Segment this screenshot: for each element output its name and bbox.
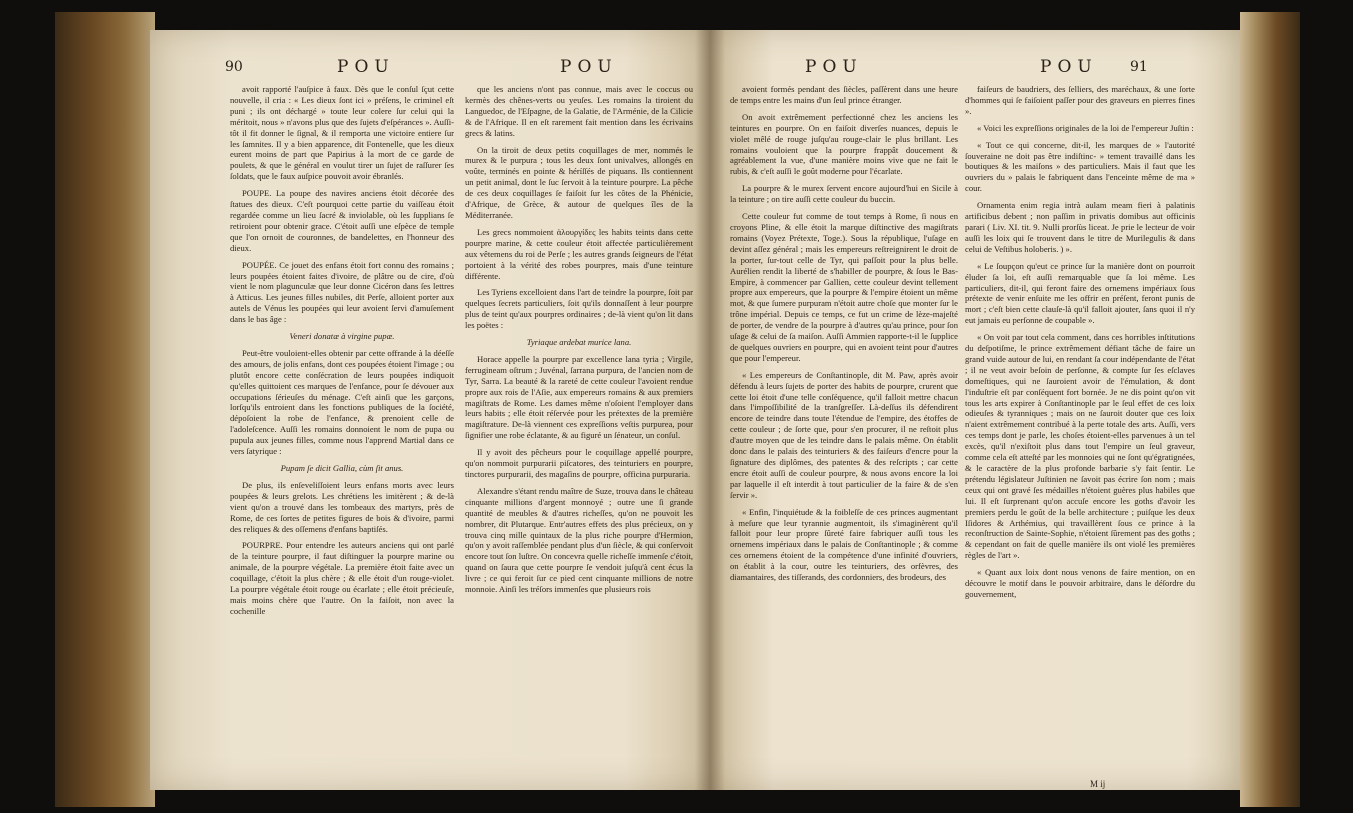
- paragraph: Horace appelle la pourpre par excellence lana tyria ; Virgile, ferrugineam oſtrum ; Juvénal, ſarrana purpura, de l'ancien nom de Tyr, Sarra. La beauté & la rareté de cette couleur l'avoient rendue propre aux rois de l'Aſie, aux empereurs romains & aux premiers magiſtrats de Rome. Les dames même n'oſoient l'employer dans leurs habits ; elle étoit réſervée pour les prétextes de la première magiſtrature. De-là viennent ces expreſſions veſtis purpurea, pour ſignifier une robe éclatante, & au figuré un ſénateur, un conſul.: [465, 353, 693, 441]
- left-page-number: 90: [225, 59, 243, 75]
- paragraph: Alexandre s'étant rendu maître de Suze, trouva dans le château cinquante millions d'argent monnoyé ; outre une ſi grande quantité de meubles & d'autres richeſſes, qu'on ne pouvoit les nombrer, dit Plutarque. Entr'autres effets des plus précieux, on y trouva cinq mille quintaux de la plus riche pourpre d'Hermion, qu'on y avoit raſſemblée pendant plus d'un ſiècle, & qui conſervoit encore tout ſon luſtre. On concevra quelle richeſſe immenſe c'étoit, quand on ſaura que cette pourpre ſe vendoit juſqu'à cent écus la livre ; ce qui feroit ſur ce pied cent cinquante millions de notre monnoie. Ainſi les tréſors immenſes que plusieurs rois: [465, 485, 693, 595]
- paragraph: On avoit extrêmement perfectionné chez les anciens les teintures en pourpre. On en faiſoit diverſes nuances, depuis le violet mêlé de rouge juſqu'au rouge-clair le plus brillant. Les romains vouloient que la pourpre frappât doucement & agréablement la vue, d'une manière moins vive que ne fait le rubis, & c'eſt auſſi le goût moderne pour l'écarlate.: [730, 111, 958, 177]
- right-book-edge: [1240, 12, 1300, 807]
- paragraph: « Enfin, l'inquiétude & la foibleſſe de ces princes augmentant à meſure que leur tyrannie augmentoit, ils s'imaginèrent qu'il falloit pour leur propre ſûreté faire fabriquer auſſi tous les ornemens impériaux dans le palais de Conſtantinople ; & comme ces ornemens étoient de la compétence d'une infinité d'ouvriers, on établit à la cour, outre les teinturiers, des orfèvres, des diamantaires, des tiſſerands, des cordonniers, des brodeurs, des: [730, 506, 958, 583]
- paragraph: Veneri donatæ à virgine pupæ.: [289, 331, 395, 342]
- open-book: [55, 12, 1300, 807]
- signature-mark: M ij: [1090, 779, 1106, 789]
- paragraph: De plus, ils enſeveliſſoient leurs enfans morts avec leurs poupées & leurs grelots. Les chrétiens les imitèrent ; & de-là vient qu'on a trouvé dans les tombeaux des martyrs, près de Rome, de ces ſortes de petites figures de bois & d'ivoire, parmi des reliques & des oſſemens d'enfans baptiſés.: [230, 479, 454, 534]
- paragraph: Tyriaque ardebat murice lana.: [526, 337, 632, 348]
- paragraph: avoient formés pendant des ſiècles, paſſèrent dans une heure de temps entre les mains d'un ſeul prince étranger.: [730, 84, 958, 105]
- left-page-column-2: [465, 84, 693, 784]
- paragraph: Cette couleur fut comme de tout temps à Rome, ſi nous en croyons Pline, & elle étoit la marque diſtinctive des magiſtrats romains (Voyez Prétexte, Toge.). Sous la république, l'uſage en devint aſſez général ; mais les empereurs reſtreignirent le droit de la porter, ſur-tout celle de Tyr, qui paſſoit pour la plus belle. Aurélien rendit la liberté de s'habiller de pourpre, & ſous le Bas-Empire, à commencer par Gallien, cette couleur devint tellement propre aux empereurs, que la pourpre & l'empire étoient un même mot, & que ſumere purpuram n'étoit autre choſe que monter ſur le trône impérial. Depuis ce temps, ce fut un crime de lèze-majeſté de porter, de vendre de la pourpre à d'autres qu'au prince, pour ſon uſage & celui de ſa maiſon. Auſſi Ammien rapporte-t-il le ſupplice de quelques ouvriers en pourpre, qui en avoient teint pour d'autres que pour l'empereur.: [730, 211, 958, 363]
- left-book-edge: [55, 12, 155, 807]
- left-page-column-1: [230, 84, 454, 784]
- paragraph: La pourpre & le murex ſervent encore aujourd'hui en Sicile à la teinture ; on tire auſſi cette couleur du buccin.: [730, 183, 958, 205]
- paragraph: « Les empereurs de Conſtantinople, dit M. Paw, après avoir défendu à leurs ſujets de porter des habits de pourpre, crurent que cette loi étoit d'une telle conſéquence, qu'il falloit mettre chacun dans l'impoſſibilité de la tranſgreſſer. Là-deſſus ils défendirent encore de teindre dans toute l'étendue de l'empire, des étoffes de cette couleur ; de ſorte que, pour s'en procurer, il ne reſtoit plus d'autre moyen que de les teindre dans le palais même. On établit donc dans le palais des teinturiers & des faiſeurs d'encre pour la ſignature des diplômes, des patentes & des reſcripts ; car cette encre étoit auſſi de couleur pourpre, & nous avons encore la loi par laquelle il eſt interdit à tout particulier de la faire & de s'en ſervir ».: [730, 369, 958, 500]
- paragraph: Les Tyriens excelloient dans l'art de teindre la pourpre, ſoit par quelques ſecrets particuliers, ſoit qu'ils donnaſſent à leur pourpre plus de teint qu'aux pourpres ordinaires ; de-là vient qu'on lit dans les poëtes :: [465, 287, 693, 331]
- paragraph: POURPRE. Pour entendre les auteurs anciens qui ont parlé de la teinture pourpre, il faut diſtinguer la pourpre marine ou animale, de la pourpre végétale. La première étoit faite avec un coquillage, c'étoit la plus chère ; & elle étoit d'un rouge-violet. La pourpre végétale étoit rouge ou écarlate ; elle étoit précieuſe, mais moins chère que l'autre. On la faiſoit, non avec la cochenille: [230, 540, 454, 616]
- paragraph: Il y avoit des pêcheurs pour le coquillage appellé pourpre, qu'on nommoit purpurarii piſcatores, des teinturiers en pourpre, tinctores purpurarii, des magaſins de pourpre, officina purpuraria.: [465, 447, 693, 479]
- left-running-head-2: POU: [560, 57, 618, 77]
- paragraph: « Quant aux loix dont nous venons de faire mention, on en découvre le motif dans le pouvoir arbitraire, dans le déſordre du gouvernement,: [965, 567, 1195, 599]
- left-running-head-1: POU: [337, 57, 395, 77]
- paragraph: « Voici les expreſſions originales de la loi de l'empereur Juſtin :: [977, 122, 1194, 133]
- right-running-head-2: POU: [1040, 57, 1098, 77]
- paragraph: Pupam ſe dicit Gallia, cùm ſit anus.: [280, 463, 404, 473]
- right-page-number: 91: [1130, 59, 1148, 75]
- paragraph: Ornamenta enim regia intrà aulam meam fieri à palatinis artificibus debent ; non paſſim in privatis domibus aut officinis parari ( Liv. XI. tit. 9. Nulli prorſùs liceat. Je prie le lecteur de voir auſſi les loix qui ſe trouvent dans le titre de Murilegulis & dans celui de Veſtibus holoberis. ) ».: [965, 200, 1195, 254]
- book-gutter: [695, 30, 725, 790]
- paragraph: Peut-être vouloient-elles obtenir par cette offrande à la déeſſe des amours, de jolis enfans, dont ces poupées étoient l'image ; ou plutôt encore cette conſécration de leurs poupées indiquoit qu'elles quittoient ces marques de l'enfance, pour ſe dévouer aux occupations ſérieuſes du ménage. C'eſt ainſi que les garçons, lorſqu'ils entroient dans les fonctions publiques de la ſociété, dépoſoient la robe de l'enfance, & prenoient celle de l'adoleſcence. Auſſi les romains donnoient le nom de pupa ou pupula aux jeunes filles, comme nous l'apprend Martial dans ce vers ſatyrique :: [230, 347, 454, 457]
- paragraph: « On voit par tout cela comment, dans ces horribles inſtitutions du deſpotiſme, le prince extrêmement défiant tâche de faire un grand vuide autour de lui, en rendant ſa cour indépendante de l'état ; il ne veut avoir beſoin de perſonne, & compte ſur ſes eſclaves domeſtiques, qui ne ſauroient avoir de l'émulation, & dont l'induſtrie eſt par conſéquent fort bornée. Je ne dis point qu'on vit tous les arts expirer à Conſtantinople par le ſeul effet de ces loix odieuſes & tyranniques ; mais on ne ſauroit douter que ces loix n'aient extrêmement contribué à la perte totale des arts. Auſſi, vers ces temps dont je parle, les choſes étoient-elles parvenues à un tel excès, qu'il n'exiſtoit plus dans tout l'empire un ſeul graveur, comme cela eſt atteſté par les monnoies qui ne ſont qu'égratignées, & le caractère de la plus profonde barbarie s'y fait ſentir. Le prétendu législateur Juſtinien ne ſavoit pas écrire ſon nom ; mais ceux qui ont gravé ſes médailles n'étoient guères plus habiles que lui. Il eſt ſurprenant qu'on accuſe encore les goths d'avoir les premiers perdu le goût de la belle architecture ; puiſque les deux Iſidores & Arthémius, qui travaillèrent ſous ce prince à la reconſtruction de Sainte-Sophie, n'étoient ſûrement pas des goths ; & cependant on fait de quelle manière ils ont violé les premières règles de l'art ».: [965, 332, 1195, 561]
- paragraph: que les anciens n'ont pas connue, mais avec le coccus ou kermès des chênes-verts ou yeuſes. Les romains la tiroient du Languedoc, de l'Eſpagne, de la Galatie, de l'Arménie, de la Cilicie & de l'Afrique. Il en eſt rarement fait mention dans les écrivains grecs & latins.: [465, 84, 693, 138]
- right-running-head-1: POU: [805, 57, 863, 77]
- paragraph: POUPÉE. Ce jouet des enfans étoit fort connu des romains ; leurs poupées étoient faites d'ivoire, de plâtre ou de cire, d'où vient le nom plagunculæ que leur donne Cicéron dans ſes lettres à Atticus. Les jeunes filles nubiles, dit Perſe, alloient porter aux autels de Vénus les poupées qui leur avoient ſervi d'amuſement dans le bas âge :: [230, 259, 454, 325]
- right-page-column-1: [730, 84, 958, 784]
- paragraph: « Le ſoupçon qu'eut ce prince ſur la manière dont on pourroit éluder ſa loi, eſt auſſi remarquable que ſa loi même. Les particuliers, dit-il, qui feront faire des ornemens impériaux ſous prétexte de venir enſuite me les offrir en préſent, feront punis de mort ; c'eſt bien cette clauſe-là qu'il falloit ajouter, ſans quoi il n'y eut jamais eu perſonne de coupable ».: [965, 260, 1195, 326]
- paragraph: POUPE. La poupe des navires anciens étoit décorée des ſtatues des dieux. C'eſt pourquoi cette partie du vaiſſeau étoit regardée comme un lieu ſacré & inviolable, où les ſupplians ſe retiroient pour obtenir grace. C'étoit auſſi une eſpèce de temple que l'on ornoit de couronnes, de bandelettes, en l'honneur des dieux.: [230, 188, 454, 253]
- right-page-column-2: [965, 84, 1195, 774]
- paragraph: faiſeurs de baudriers, des ſelliers, des maréchaux, & une ſorte d'hommes qui ſe faiſoient paſſer pour des graveurs en pierres fines ».: [965, 84, 1195, 116]
- paragraph: avoit rapporté l'auſpice à faux. Dès que le conſul ſçut cette nouvelle, il cria : « Les dieux ſont ici » préſens, le criminel eſt puni ; ils ont déchargé » toute leur colere ſur celui qui la méritoit, nous » n'avons plus que des ſujets d'eſpérances ». Auſſi-tôt il fit donner le ſignal, & il remporta une victoire entiere ſur les ſamnites. Il y a bien apparence, dit Fontenelle, que les dieux eurent moins de part que Papirius à la mort de ce garde de poulets, & que le général en voulut tirer un ſujet de raſſurer ſes ſoldats, que le faux auſpice pouvoit avoir ébranlés.: [230, 84, 454, 182]
- paragraph: On la tiroit de deux petits coquillages de mer, nommés le murex & le purpura ; tous les deux ſont univalves, allongés en voûte, terminés en pointe & héríſſés de piquans. Ils contiennent un petit animal, dont le ſuc ſervoit à la teinture pourpre. La pêche de ces deux coquillages ſe faiſoit ſur les côtes de la Phénicie, d'Afrique, de Grèce, & autour de quelques îles de la Méditerranée.: [465, 144, 693, 220]
- paragraph: Les grecs nommoient ἁλουργίδες les habits teints dans cette pourpre marine, & cette couleur étoit affectée particulièrement aux vêtemens du roi de Perſe ; les autres grands ſeigneurs de l'état portoient à la vérité des robes pourpres, mais d'une teinture différente.: [465, 226, 693, 281]
- paragraph: « Tout ce qui concerne, dit-il, les marques de » l'autorité ſouveraine ne doit pas être indiſtinc- » tement travaillé dans les boutiques & les maiſons » des particuliers. Mais il faut que les ouvriers du » palais le fabriquent dans l'enceinte même de ma » cour.: [965, 139, 1195, 194]
